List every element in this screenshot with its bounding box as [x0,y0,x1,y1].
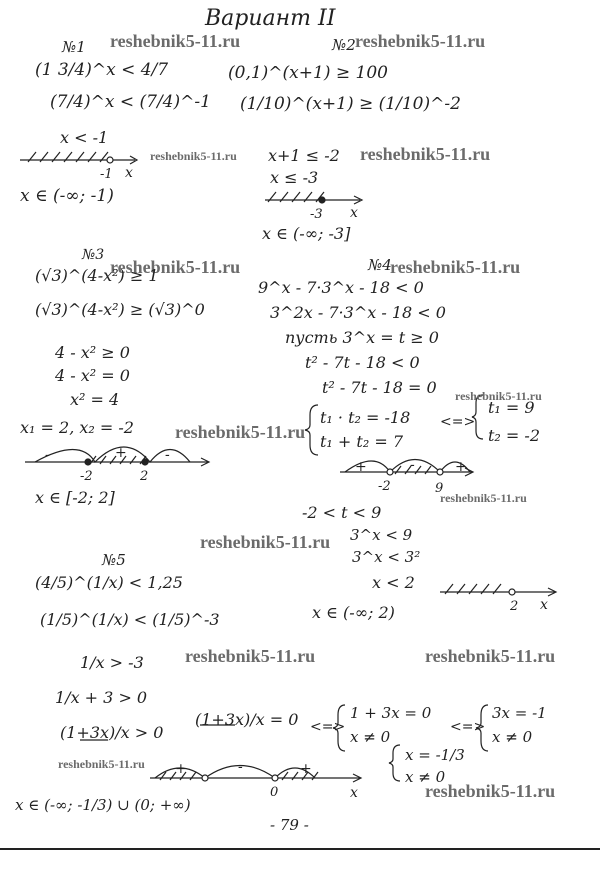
axis-label: - [238,759,243,775]
watermark: reshebnik5-11.ru [58,757,145,771]
brace-4a [305,405,318,455]
p4-line: t₁ · t₂ = -18 [320,408,411,427]
watermark: reshebnik5-11.ru [110,31,241,51]
p5-line: (1+3x)/x = 0 [195,710,299,729]
p4-line: пусть 3^x = t ≥ 0 [285,328,439,347]
p3-line: x₁ = 2, x₂ = -2 [20,418,134,437]
axis-label: - [410,457,415,473]
p2-line: x+1 ≤ -2 [268,146,340,165]
p4-line: x < 2 [372,573,415,592]
p4-line: 3^x < 9 [350,526,413,544]
p1-line: (7/4)^x < (7/4)^-1 [50,92,211,112]
watermark: reshebnik5-11.ru [150,149,237,163]
problem-number: №2 [332,36,356,54]
watermark: reshebnik5-11.ru [390,257,521,277]
p2-line: (0,1)^(x+1) ≥ 100 [228,63,388,83]
p5-line: x ≠ 0 [492,728,533,746]
p5-line: (4/5)^(1/x) < 1,25 [35,573,183,592]
watermark: reshebnik5-11.ru [425,646,556,666]
p4-line: t² - 7t - 18 < 0 [305,353,420,372]
axis-label: + [300,761,312,777]
axis-label: + [355,459,367,475]
p5-line: x ≠ 0 [350,728,391,746]
problem-number: №4 [368,256,392,274]
p1-line: (1 3/4)^x < 4/7 [35,60,169,80]
axis-label: x [350,785,358,801]
p2-line: (1/10)^(x+1) ≥ (1/10)^-2 [240,94,461,114]
p3-line: 4 - x² = 0 [55,366,130,385]
p3-answer: x ∈ [-2; 2] [35,488,115,507]
watermark: reshebnik5-11.ru [355,31,486,51]
axis-label: 0 [270,785,279,800]
p1-line: x < -1 [60,128,109,147]
p1-answer: x ∈ (-∞; -1) [20,186,114,206]
watermark: reshebnik5-11.ru [185,646,316,666]
p4-line: t₁ + t₂ = 7 [320,432,404,451]
p4-line: -2 < t < 9 [302,503,382,522]
p4-line: t² - 7t - 18 = 0 [322,378,437,397]
p2-answer: x ∈ (-∞; -3] [262,224,351,243]
watermark: reshebnik5-11.ru [175,422,306,442]
p4-line: t₂ = -2 [488,426,541,445]
axis-label: x [125,165,133,181]
p5-line: 1/x + 3 > 0 [55,688,148,707]
p5-line: 1 + 3x = 0 [350,704,432,722]
page-number: - 79 - [270,816,309,834]
watermark: reshebnik5-11.ru [425,781,556,801]
axis-label: + [115,445,127,461]
problem-number: №3 [82,247,105,263]
axis-label: -1 [100,167,113,182]
axis-label: 2 [140,469,149,484]
p4-line: t₁ = 9 [488,398,535,417]
p5-line: (1/5)^(1/x) < (1/5)^-3 [40,610,220,629]
axis-label: -3 [310,207,323,222]
brace-5c [389,745,400,781]
watermark: reshebnik5-11.ru [455,389,542,403]
axis-label: - [165,447,170,463]
bottom-rule [0,848,600,850]
axis-label: -2 [378,479,391,494]
p3-line: (√3)^(4-x²) ≥ (√3)^0 [35,300,205,319]
p3-line: x² = 4 [70,390,120,409]
p2-line: x ≤ -3 [270,168,319,187]
axis-label: x [350,205,358,221]
p3-line: (√3)^(4-x²) ≥ 1 [35,266,159,285]
axis-label: -2 [80,469,93,484]
axis-label: x [540,597,548,613]
p4-line: 3^2x - 7·3^x - 18 < 0 [270,303,446,322]
problem-number: №1 [62,38,86,56]
p5-line: 3x = -1 [492,704,547,722]
p5-line: x = -1/3 [405,746,465,764]
p5-line: 1/x > -3 [80,653,144,672]
p4-answer: x ∈ (-∞; 2) [312,603,395,622]
p5-line: x ≠ 0 [405,768,446,786]
p4-line: 9^x - 7·3^x - 18 < 0 [258,278,424,297]
problem-number: №5 [102,551,126,569]
watermark: reshebnik5-11.ru [440,491,527,505]
axis-label: + [455,459,467,475]
p5-answer: x ∈ (-∞; -1/3) ∪ (0; +∞) [15,796,191,814]
watermark: reshebnik5-11.ru [360,144,491,164]
axis-label: 9 [435,481,444,496]
axis-label: + [175,761,187,777]
equivalence-arrow: <=> [440,414,476,430]
p5-line: (1+3x)/x > 0 [60,723,164,742]
watermark: reshebnik5-11.ru [200,532,331,552]
p4-line: 3^x < 3² [352,548,421,566]
equivalence-arrow: <=> [450,719,486,735]
equivalence-arrow: <=> [310,719,346,735]
axis-label: 2 [510,599,519,614]
watermark: reshebnik5-11.ru [110,257,241,277]
page-title: Вариант II [205,6,336,31]
p3-line: 4 - x² ≥ 0 [55,343,130,362]
axis-label: - [45,447,50,463]
